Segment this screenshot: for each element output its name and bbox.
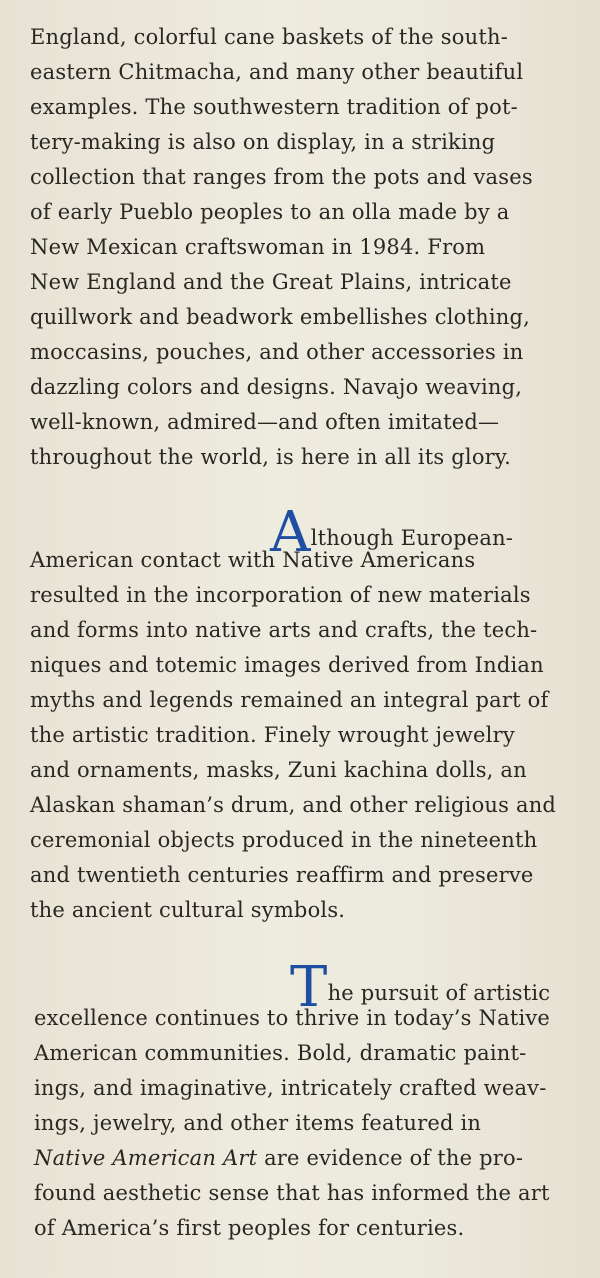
first-line-text: lthough European-: [310, 526, 514, 550]
drop-cap: T: [290, 955, 328, 1020]
text-line: ceremonial objects produced in the nineteenth: [30, 828, 538, 852]
text-line: England, colorful cane baskets of the south-: [30, 25, 508, 49]
text-line: New Mexican craftswoman in 1984. From: [30, 235, 486, 259]
text-line: New England and the Great Plains, intricate: [30, 270, 512, 294]
text-line: Alaskan shaman’s drum, and other religious and: [30, 793, 557, 817]
text-line: throughout the world, is here in all its glory.: [30, 445, 512, 469]
text-line: found aesthetic sense that has informed the art: [34, 1181, 550, 1205]
text-line: and ornaments, masks, Zuni kachina dolls, an: [30, 758, 527, 782]
text-line-with-title: [34, 1143, 523, 1173]
text-line: and twentieth centuries reaffirm and preserve: [30, 863, 534, 887]
text-line: eastern Chitmacha, and many other beautiful: [30, 60, 524, 84]
text-line: well-known, admired—and often imitated—: [30, 410, 500, 434]
text-line: of early Pueblo peoples to an olla made by a: [30, 200, 510, 224]
text-line: resulted in the incorporation of new materials: [30, 583, 531, 607]
text-line: collection that ranges from the pots and vases: [30, 165, 533, 189]
text-line: ings, jewelry, and other items featured in: [34, 1111, 482, 1135]
first-line-text: he pursuit of artistic: [327, 981, 551, 1005]
text-line: tery-making is also on display, in a striking: [30, 130, 496, 154]
text-line: the ancient cultural symbols.: [30, 898, 346, 922]
text-line: excellence continues to thrive in today’s Native: [34, 1006, 551, 1030]
text-line: niques and totemic images derived from Indian: [30, 653, 544, 677]
drop-cap: A: [270, 500, 311, 565]
text-line: the artistic tradition. Finely wrought jewelry: [30, 723, 515, 747]
text-line: of America’s first peoples for centuries.: [34, 1216, 465, 1240]
text-line: American contact with Native Americans: [30, 548, 476, 572]
text-line: myths and legends remained an integral part of: [30, 688, 549, 712]
text-line: moccasins, pouches, and other accessories in: [30, 340, 524, 364]
text-line: dazzling colors and designs. Navajo weaving,: [30, 375, 523, 399]
text-line: quillwork and beadwork embellishes clothing,: [30, 305, 531, 329]
text-line: examples. The southwestern tradition of pot-: [30, 95, 518, 119]
text-line: American communities. Bold, dramatic paint-: [34, 1041, 527, 1065]
text-line: and forms into native arts and crafts, the tech-: [30, 618, 538, 642]
book-title: Native American Art: [34, 1146, 258, 1170]
text-line: ings, and imaginative, intricately crafted weav-: [34, 1076, 547, 1100]
text-line-rest: are evidence of the pro-: [257, 1146, 524, 1170]
